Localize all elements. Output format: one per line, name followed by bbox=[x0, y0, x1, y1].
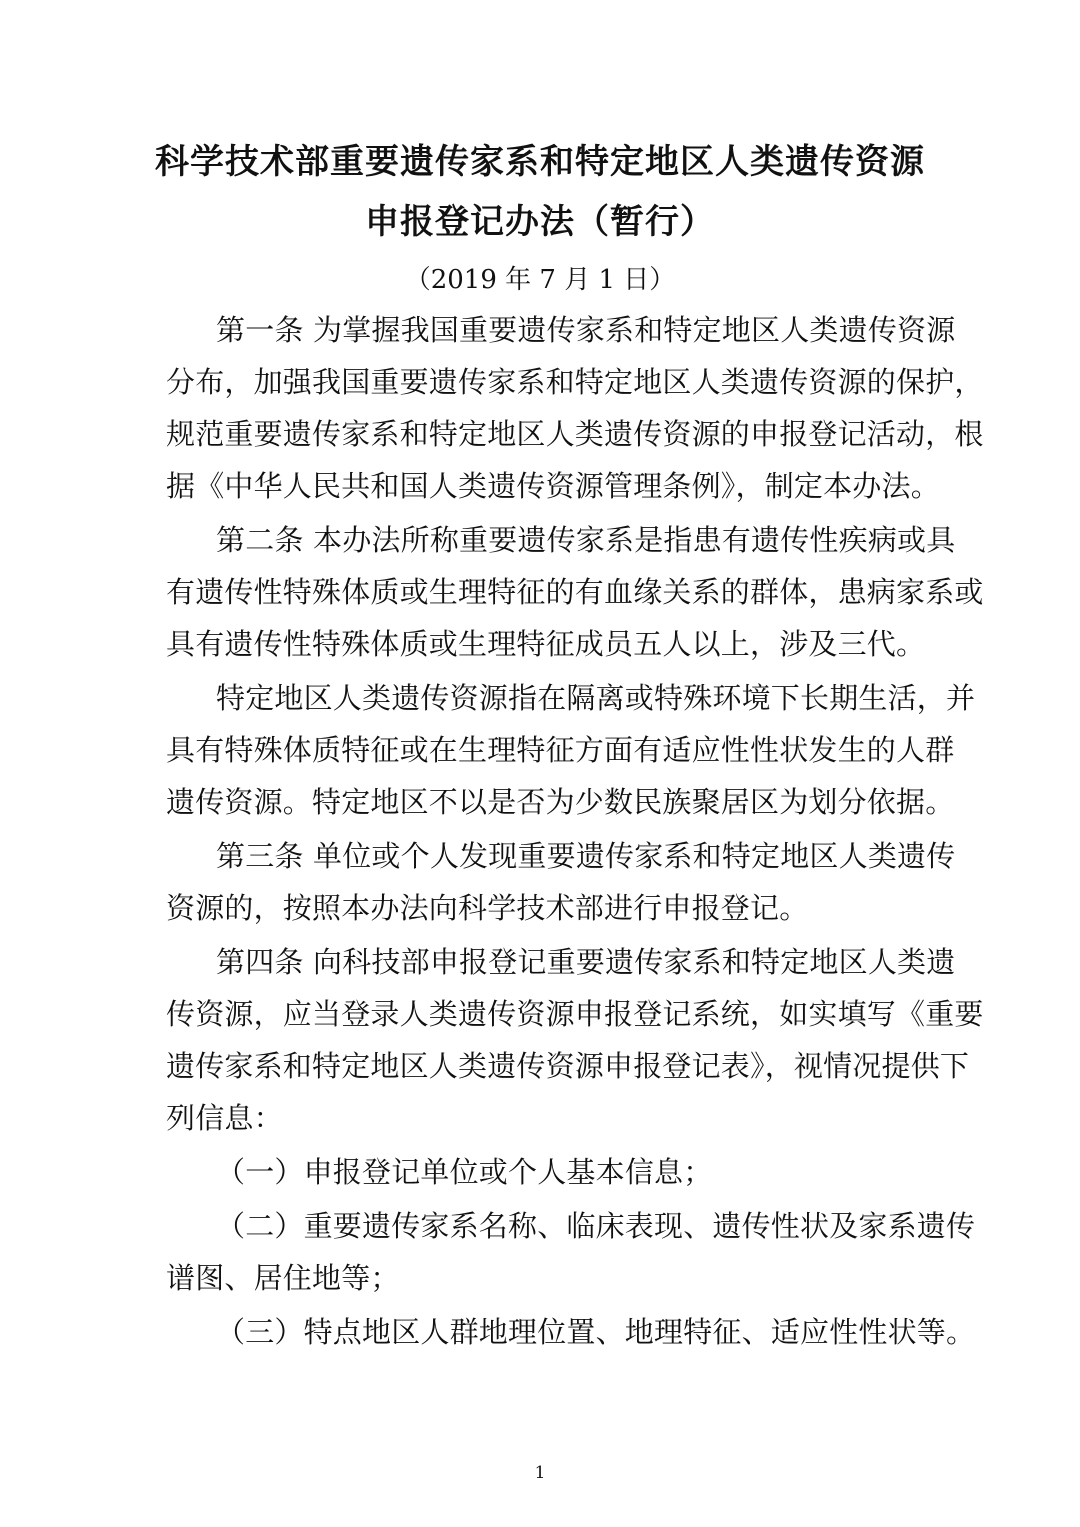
article-4-line: 传资源，应当登录人类遗传资源申报登记系统，如实填写《重要 bbox=[166, 997, 984, 1031]
paragraph-line: 特定地区人类遗传资源指在隔离或特殊环境下长期生活，并 bbox=[216, 681, 976, 715]
list-item-1: （一）申报登记单位或个人基本信息； bbox=[216, 1155, 713, 1189]
article-2-line: 有遗传性特殊体质或生理特征的有血缘关系的群体，患病家系或 bbox=[166, 575, 984, 609]
article-3-line: 资源的，按照本办法向科学技术部进行申报登记。 bbox=[166, 891, 809, 925]
list-item-2: （二）重要遗传家系名称、临床表现、遗传性状及家系遗传 bbox=[216, 1209, 976, 1243]
document-date: （2019 年 7 月 1 日） bbox=[404, 265, 676, 295]
article-1-line: 分布，加强我国重要遗传家系和特定地区人类遗传资源的保护， bbox=[166, 365, 984, 399]
article-2-line: 具有遗传性特殊体质或生理特征成员五人以上，涉及三代。 bbox=[166, 627, 926, 661]
document-title-line-2: 申报登记办法（暂行） bbox=[365, 202, 715, 242]
article-4-line: 遗传家系和特定地区人类遗传资源申报登记表》，视情况提供下 bbox=[166, 1049, 970, 1083]
article-4-line: 列信息： bbox=[166, 1101, 283, 1135]
article-2-line: 第二条 本办法所称重要遗传家系是指患有遗传性疾病或具 bbox=[216, 523, 956, 557]
paragraph-line: 遗传资源。特定地区不以是否为少数民族聚居区为划分依据。 bbox=[166, 785, 955, 819]
paragraph-line: 具有特殊体质特征或在生理特征方面有适应性性状发生的人群 bbox=[166, 733, 955, 767]
article-4-line: 第四条 向科技部申报登记重要遗传家系和特定地区人类遗 bbox=[216, 945, 956, 979]
article-1-line: 第一条 为掌握我国重要遗传家系和特定地区人类遗传资源 bbox=[216, 313, 956, 347]
article-1-line: 规范重要遗传家系和特定地区人类遗传资源的申报登记活动，根 bbox=[166, 417, 984, 451]
page-number: 1 bbox=[534, 1463, 546, 1483]
document-title-line-1: 科学技术部重要遗传家系和特定地区人类遗传资源 bbox=[155, 142, 925, 182]
article-1-line: 据《中华人民共和国人类遗传资源管理条例》，制定本办法。 bbox=[166, 469, 940, 503]
list-item-2-continuation: 谱图、居住地等； bbox=[166, 1261, 400, 1295]
list-item-3: （三）特点地区人群地理位置、地理特征、适应性性状等。 bbox=[216, 1315, 976, 1349]
article-3-line: 第三条 单位或个人发现重要遗传家系和特定地区人类遗传 bbox=[216, 839, 956, 873]
